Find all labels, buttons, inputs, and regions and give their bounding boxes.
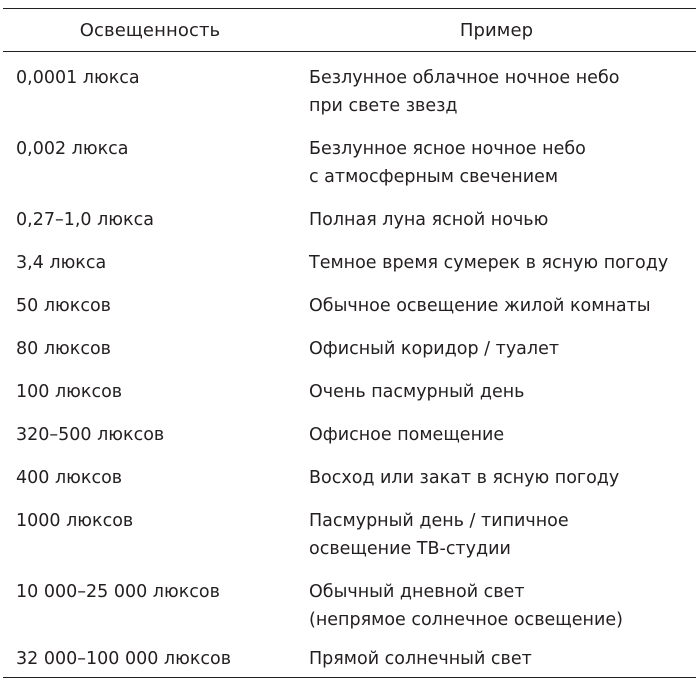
- example-line: Темное время сумерек в ясную погоду: [309, 253, 669, 273]
- example-line: Прямой солнечный свет: [309, 649, 532, 669]
- table-row: [3, 195, 696, 238]
- table-body: [3, 52, 696, 678]
- example-line: (непрямое солнечное освещение): [309, 610, 623, 630]
- table-row: [3, 410, 696, 453]
- example-line: Безлунное облачное ночное небо: [309, 68, 620, 88]
- table: [3, 8, 696, 678]
- example-line: при свете звезд: [309, 96, 458, 116]
- illuminance-cell: 80 люксов: [16, 339, 111, 359]
- header-illuminance: Освещенность: [79, 19, 221, 41]
- example-cell: [297, 195, 696, 238]
- example-line: Пасмурный день / типичное: [309, 511, 569, 531]
- example-line: Обычный дневной свет: [309, 582, 525, 602]
- example-line: Офисный коридор / туалет: [309, 339, 560, 359]
- illuminance-cell: 0,0001 люкса: [16, 68, 140, 88]
- example-line: с атмосферным свечением: [309, 167, 559, 187]
- example-cell: [297, 52, 696, 125]
- table-row: [3, 281, 696, 324]
- example-line: Обычное освещение жилой комнаты: [309, 296, 651, 316]
- table-row: [3, 238, 696, 281]
- example-cell: [297, 496, 696, 567]
- example-cell: [297, 124, 696, 195]
- example-line: Восход или закат в ясную погоду: [309, 468, 620, 488]
- illuminance-cell: 32 000–100 000 люксов: [16, 649, 232, 669]
- example-cell: [297, 324, 696, 367]
- header-example: Пример: [459, 19, 534, 41]
- table-header: [3, 9, 696, 52]
- illuminance-cell: 100 люксов: [16, 382, 123, 402]
- example-cell: [297, 238, 696, 281]
- example-cell: [297, 638, 696, 678]
- example-cell: [297, 453, 696, 496]
- illuminance-cell: 0,27–1,0 люкса: [16, 210, 154, 230]
- illuminance-cell: 0,002 люкса: [16, 139, 129, 159]
- illuminance-cell: 50 люксов: [16, 296, 111, 316]
- example-line: Офисное помещение: [309, 425, 505, 445]
- illuminance-table: [3, 8, 696, 678]
- illuminance-cell: 3,4 люкса: [16, 253, 107, 273]
- example-line: Безлунное ясное ночное небо: [309, 139, 586, 159]
- example-cell: [297, 281, 696, 324]
- table-row: [3, 124, 696, 195]
- example-cell: [297, 367, 696, 410]
- example-cell: [297, 567, 696, 638]
- table-row: [3, 496, 696, 567]
- table-row: [3, 367, 696, 410]
- table-row: [3, 567, 696, 638]
- illuminance-cell: 320–500 люксов: [16, 425, 165, 445]
- table-row: [3, 453, 696, 496]
- table-row: [3, 638, 696, 678]
- example-line: Очень пасмурный день: [309, 382, 525, 402]
- table-row: [3, 52, 696, 125]
- example-line: Полная луна ясной ночью: [309, 210, 549, 230]
- illuminance-cell: 400 люксов: [16, 468, 123, 488]
- example-line: освещение ТВ-студии: [309, 539, 511, 559]
- illuminance-cell: 1000 люксов: [16, 511, 134, 531]
- table-row: [3, 324, 696, 367]
- example-cell: [297, 410, 696, 453]
- illuminance-cell: 10 000–25 000 люксов: [16, 582, 220, 602]
- header-row: [3, 9, 696, 52]
